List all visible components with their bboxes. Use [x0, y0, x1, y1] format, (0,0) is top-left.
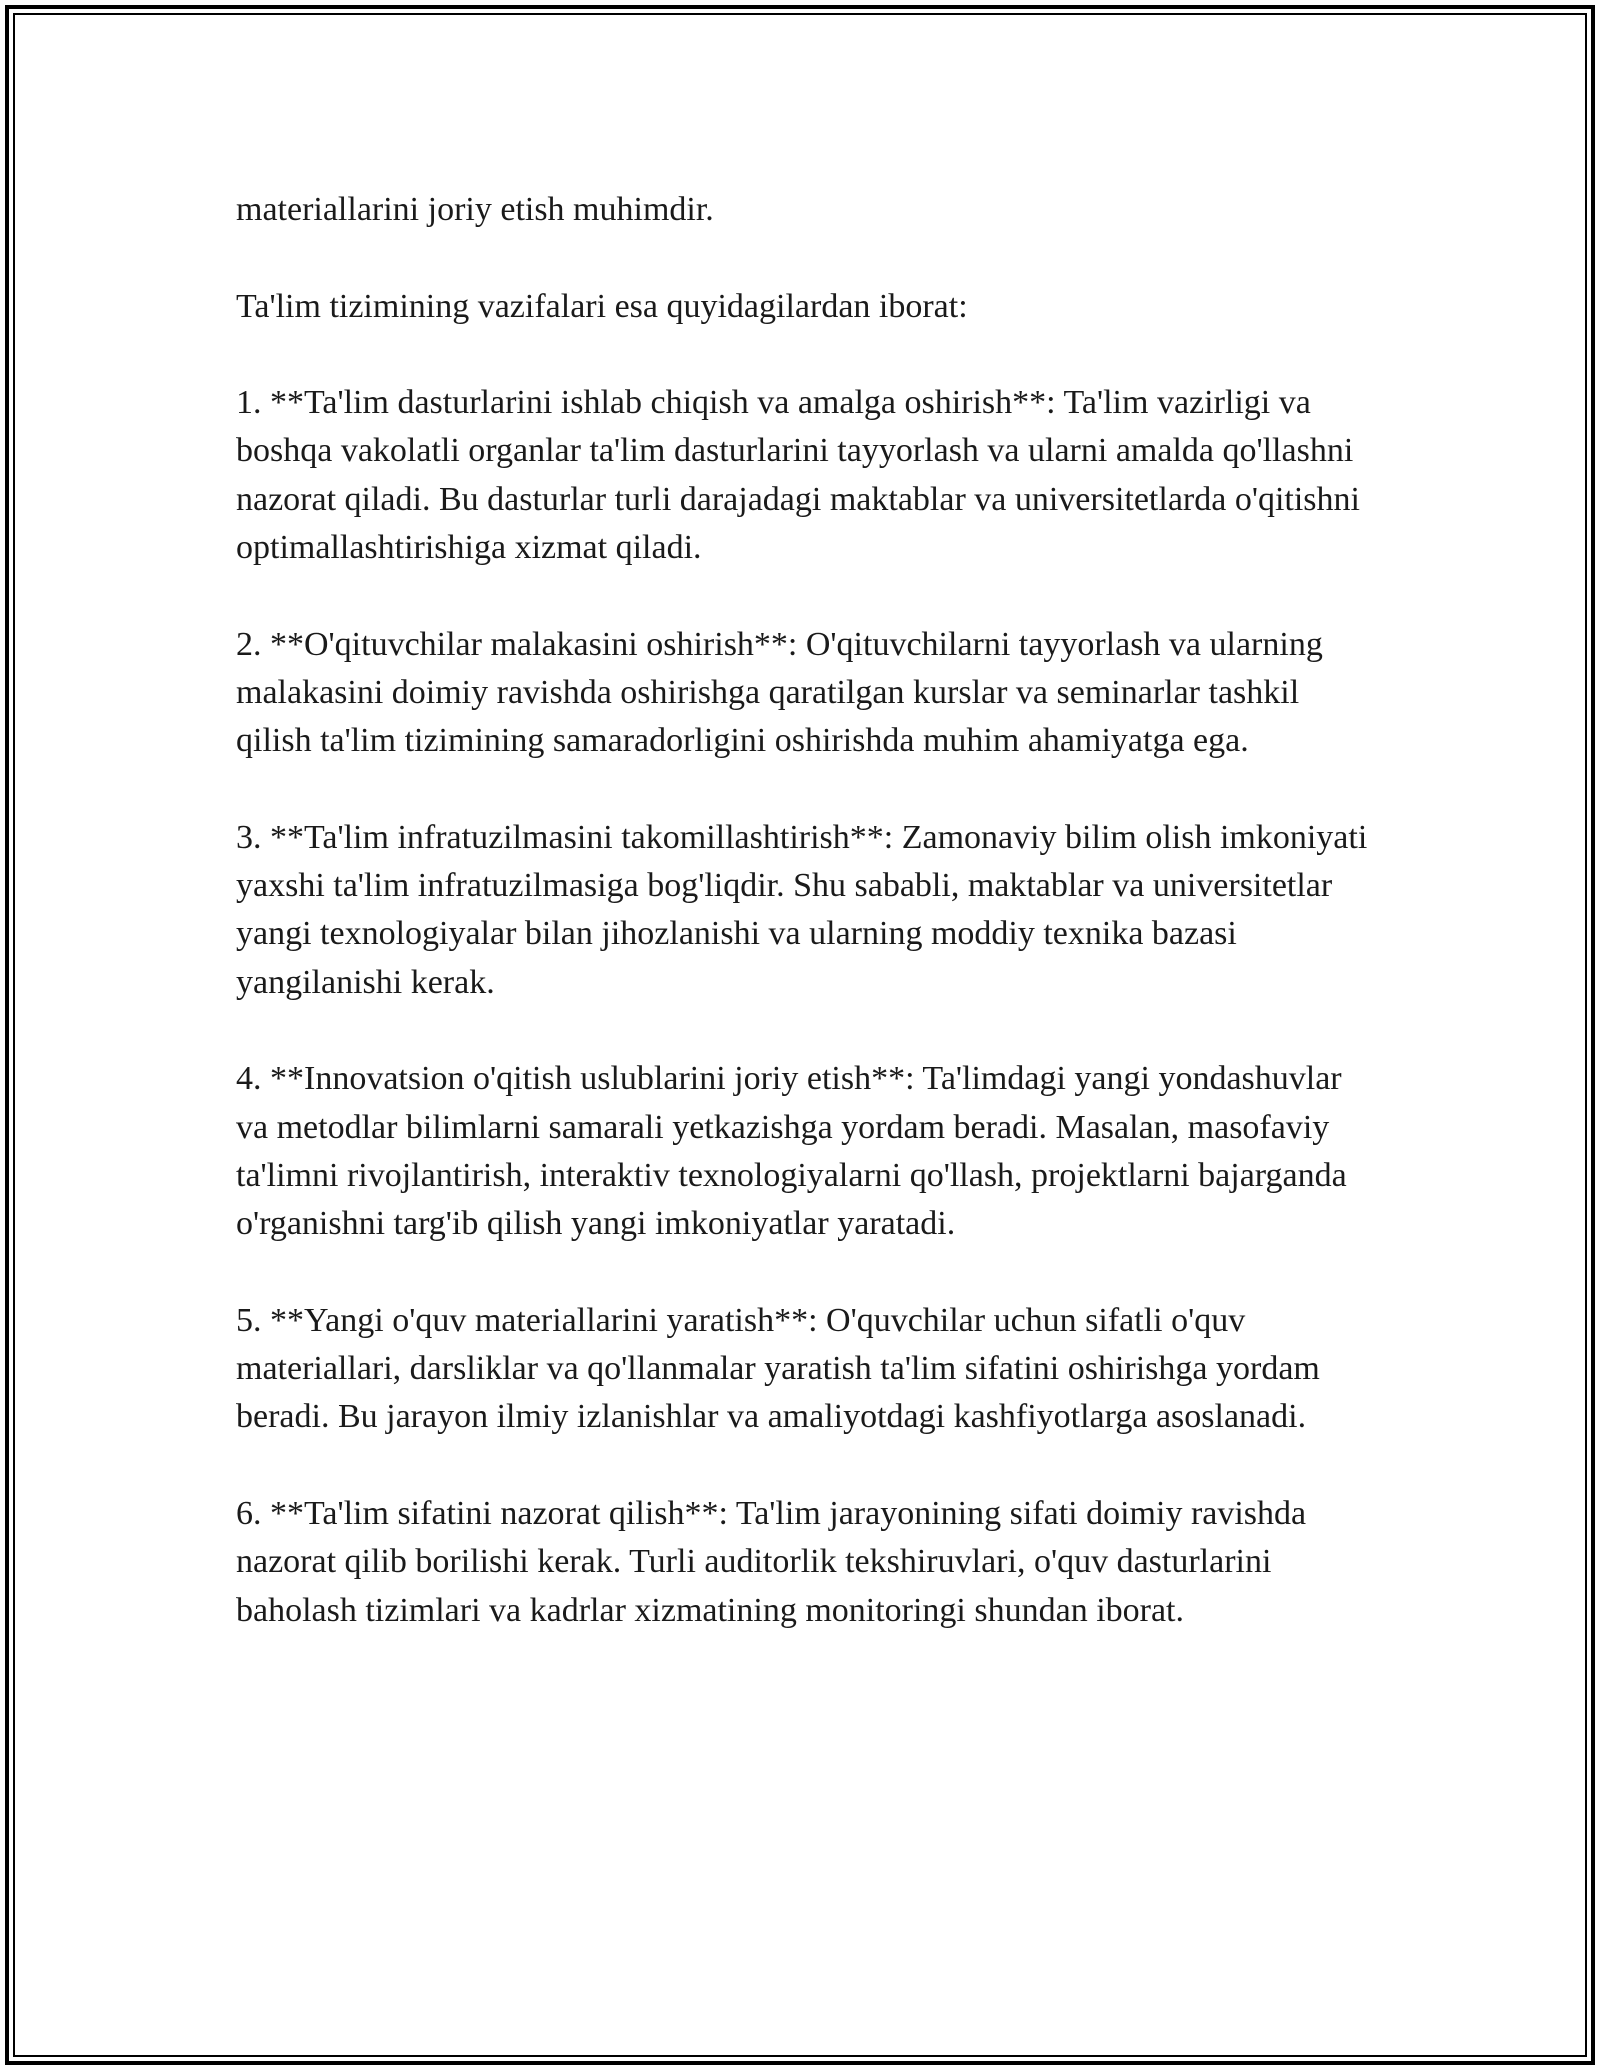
paragraph-continuation: materiallarini joriy etish muhimdir. — [236, 191, 714, 228]
list-item-4: 4. **Innovatsion o'qitish uslublarini joriy etish**: Ta'limdagi yangi yondashuvlar va metodlar bilimlarni samarali yetkazishga yordam beradi. Masalan, masofaviy ta'limni rivojlantirish, interaktiv texnologiyalarni qo'llash, projektlarni bajarganda o'rganishni targ'ib qilish yangi imkoniyatlar yaratadi. — [236, 1060, 1347, 1243]
list-item-3: 3. **Ta'lim infratuzilmasini takomillashtirish**: Zamonaviy bilim olish imkoniyati yaxshi ta'lim infratuzilmasiga bog'liqdir. Shu sababli, maktablar va universitetlar yangi texnologiyalar bilan jihozlanishi va ularning moddiy texnika bazasi yangilanishi kerak. — [236, 818, 1368, 1001]
list-item-2: 2. **O'qituvchilar malakasini oshirish**: O'qituvchilarni tayyorlash va ularning malakasini doimiy ravishda oshirishga qaratilgan kurslar va seminarlar tashkil qilish ta'lim tizimining samaradorligini oshirishda muhim ahamiyatga ega. — [236, 625, 1323, 760]
document-body — [236, 186, 1376, 1635]
list-item-6: 6. **Ta'lim sifatini nazorat qilish**: Ta'lim jarayonining sifati doimiy ravishda nazorat qilib borilishi kerak. Turli auditorlik tekshiruvlari, o'quv dasturlarini baholash tizimlari va kadrlar xizmatining monitoringi shundan iborat. — [236, 1495, 1307, 1629]
paragraph-intro: Ta'lim tizimining vazifalari esa quyidagilardan iborat: — [236, 287, 968, 325]
list-item-5: 5. **Yangi o'quv materiallarini yaratish**: O'quvchilar uchun sifatli o'quv materiallari, darsliklar va qo'llanmalar yaratish ta'lim sifatini oshirishga yordam beradi. Bu jarayon ilmiy izlanishlar va amaliyotdagi kashfiyotlarga asoslanadi. — [236, 1301, 1320, 1436]
list-item-1: 1. **Ta'lim dasturlarini ishlab chiqish va amalga oshirish**: Ta'lim vazirligi va boshqa vakolatli organlar ta'lim dasturlarini tayyorlash va ularni amalda qo'llashni nazorat qiladi. Bu dasturlar turli darajadagi maktablar va universitetlarda o'qitishni optimallashtirishiga xizmat qiladi. — [236, 384, 1360, 567]
